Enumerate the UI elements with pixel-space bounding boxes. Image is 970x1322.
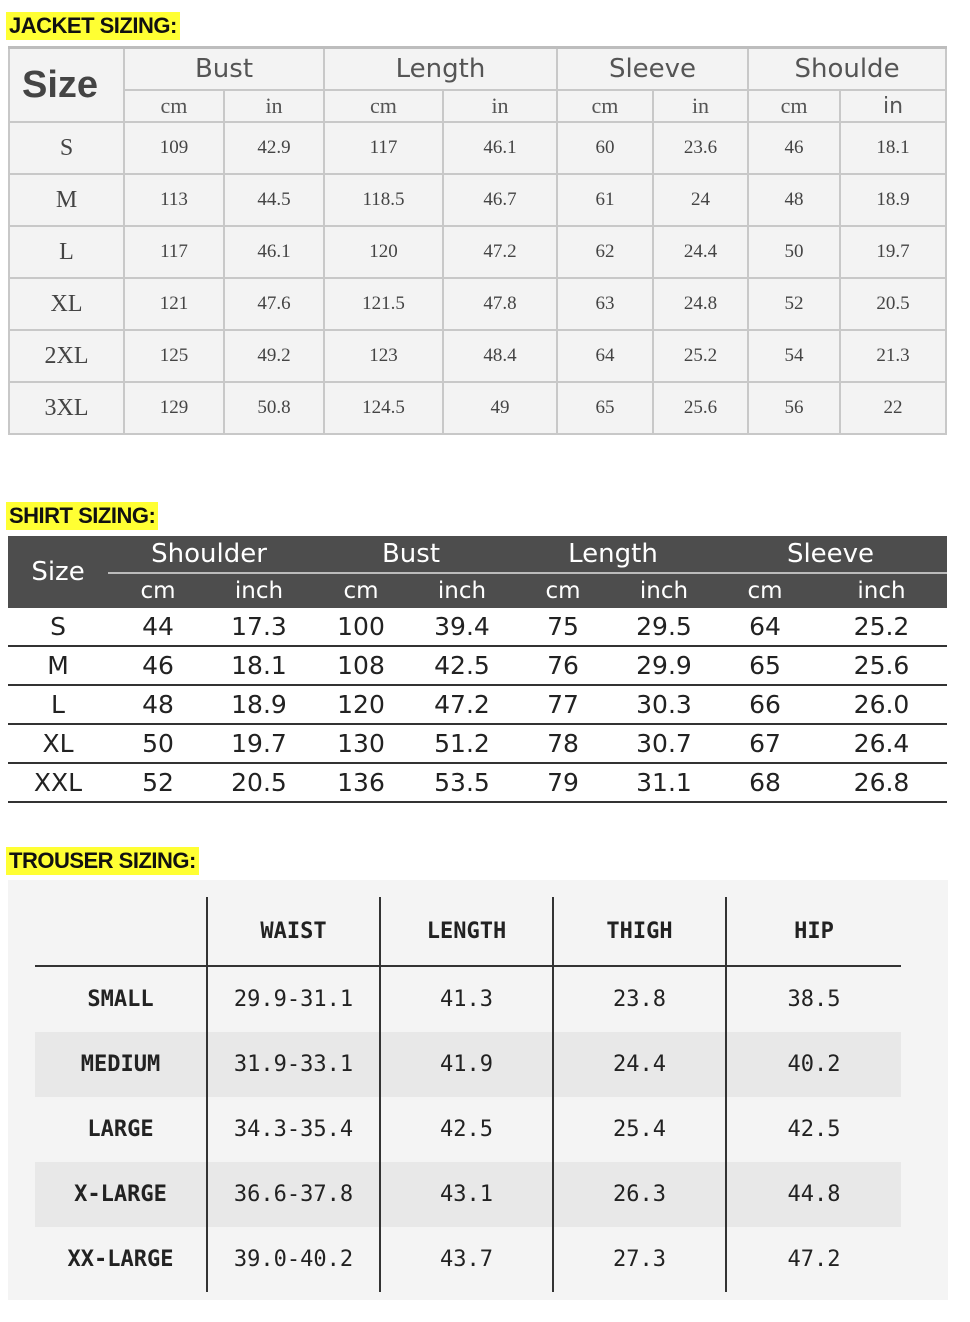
jacket-value-cell: 123 [324,330,443,382]
jacket-unit: in [840,90,946,122]
shirt-unit: cm [108,573,208,608]
jacket-group-length: Length [324,48,557,91]
jacket-row [9,330,946,382]
shirt-value-cell: 31.1 [614,763,714,802]
shirt-value-cell: 68 [714,763,816,802]
trouser-header-waist: WAIST [207,897,380,966]
jacket-value-cell: 42.9 [224,122,324,174]
shirt-unit: cm [512,573,614,608]
shirt-value-cell: 18.1 [208,646,310,685]
jacket-unit: cm [557,90,653,122]
shirt-value-cell: 29.5 [614,608,714,646]
jacket-value-cell: 49 [443,382,557,434]
jacket-value-cell: 121 [124,278,224,330]
shirt-size-cell: L [8,685,108,724]
jacket-size-table [8,46,947,435]
jacket-size-header: Size [9,48,124,123]
shirt-value-cell: 29.9 [614,646,714,685]
jacket-value-cell: 47.6 [224,278,324,330]
trouser-value-cell: 44.8 [726,1162,901,1227]
shirt-value-cell: 44 [108,608,208,646]
trouser-row [35,1227,901,1292]
trouser-value-cell: 40.2 [726,1032,901,1097]
shirt-value-cell: 77 [512,685,614,724]
jacket-value-cell: 46.7 [443,174,557,226]
shirt-group-length: Length [512,536,714,573]
jacket-value-cell: 25.2 [653,330,748,382]
trouser-value-cell: 36.6-37.8 [207,1162,380,1227]
trouser-value-cell: 42.5 [380,1097,553,1162]
jacket-value-cell: 50.8 [224,382,324,434]
trouser-value-cell: 39.0-40.2 [207,1227,380,1292]
shirt-unit: inch [816,573,947,608]
jacket-unit: cm [748,90,840,122]
shirt-group-sleeve: Sleeve [714,536,947,573]
jacket-value-cell: 52 [748,278,840,330]
shirt-value-cell: 79 [512,763,614,802]
shirt-row [8,724,947,763]
shirt-value-cell: 65 [714,646,816,685]
jacket-value-cell: 44.5 [224,174,324,226]
shirt-value-cell: 20.5 [208,763,310,802]
jacket-value-cell: 54 [748,330,840,382]
trouser-row [35,1162,901,1227]
jacket-value-cell: 121.5 [324,278,443,330]
trouser-value-cell: 25.4 [553,1097,726,1162]
trouser-value-cell: 24.4 [553,1032,726,1097]
shirt-value-cell: 30.7 [614,724,714,763]
shirt-value-cell: 52 [108,763,208,802]
trouser-value-cell: 34.3-35.4 [207,1097,380,1162]
trouser-size-table [35,897,901,1292]
jacket-group-sleeve: Sleeve [557,48,748,91]
trouser-header-length: LENGTH [380,897,553,966]
trouser-value-cell: 26.3 [553,1162,726,1227]
shirt-value-cell: 67 [714,724,816,763]
jacket-value-cell: 46.1 [224,226,324,278]
jacket-size-cell: S [9,122,124,174]
jacket-value-cell: 19.7 [840,226,946,278]
shirt-value-cell: 100 [310,608,412,646]
jacket-value-cell: 25.6 [653,382,748,434]
shirt-value-cell: 39.4 [412,608,512,646]
jacket-unit: in [443,90,557,122]
trouser-value-cell: 42.5 [726,1097,901,1162]
jacket-value-cell: 65 [557,382,653,434]
jacket-size-cell: XL [9,278,124,330]
jacket-value-cell: 24.4 [653,226,748,278]
shirt-value-cell: 66 [714,685,816,724]
shirt-value-cell: 25.2 [816,608,947,646]
shirt-value-cell: 53.5 [412,763,512,802]
jacket-value-cell: 117 [124,226,224,278]
jacket-value-cell: 50 [748,226,840,278]
jacket-value-cell: 18.1 [840,122,946,174]
shirt-group-shoulder: Shoulder [108,536,310,573]
jacket-value-cell: 18.9 [840,174,946,226]
jacket-group-bust: Bust [124,48,324,91]
jacket-size-cell: 2XL [9,330,124,382]
shirt-row [8,685,947,724]
jacket-row [9,278,946,330]
jacket-value-cell: 120 [324,226,443,278]
trouser-row [35,966,901,1032]
jacket-value-cell: 46 [748,122,840,174]
jacket-value-cell: 24 [653,174,748,226]
shirt-value-cell: 17.3 [208,608,310,646]
jacket-size-cell: 3XL [9,382,124,434]
trouser-value-cell: 27.3 [553,1227,726,1292]
shirt-value-cell: 26.4 [816,724,947,763]
trouser-panel [8,880,948,1300]
trouser-size-cell: XX-LARGE [67,1247,174,1272]
shirt-value-cell: 108 [310,646,412,685]
jacket-value-cell: 56 [748,382,840,434]
jacket-value-cell: 21.3 [840,330,946,382]
shirt-row [8,608,947,646]
shirt-value-cell: 25.6 [816,646,947,685]
shirt-unit: cm [310,573,412,608]
trouser-value-cell: 38.5 [726,966,901,1032]
trouser-value-cell: 29.9-31.1 [207,966,380,1032]
jacket-value-cell: 24.8 [653,278,748,330]
jacket-value-cell: 62 [557,226,653,278]
jacket-unit: cm [324,90,443,122]
jacket-value-cell: 64 [557,330,653,382]
jacket-value-cell: 49.2 [224,330,324,382]
jacket-value-cell: 125 [124,330,224,382]
shirt-value-cell: 136 [310,763,412,802]
jacket-value-cell: 60 [557,122,653,174]
shirt-value-cell: 51.2 [412,724,512,763]
jacket-unit: in [653,90,748,122]
jacket-value-cell: 47.2 [443,226,557,278]
shirt-size-header: Size [8,536,108,608]
shirt-value-cell: 30.3 [614,685,714,724]
shirt-value-cell: 26.0 [816,685,947,724]
jacket-value-cell: 48.4 [443,330,557,382]
trouser-sizing-label: TROUSER SIZING: [6,847,199,875]
jacket-value-cell: 20.5 [840,278,946,330]
shirt-group-bust: Bust [310,536,512,573]
jacket-size-cell: M [9,174,124,226]
jacket-unit: in [224,90,324,122]
trouser-size-cell: SMALL [87,987,154,1012]
trouser-value-cell: 41.3 [380,966,553,1032]
trouser-value-cell: 47.2 [726,1227,901,1292]
jacket-size-cell: L [9,226,124,278]
trouser-value-cell: 31.9-33.1 [207,1032,380,1097]
shirt-row [8,763,947,802]
shirt-value-cell: 130 [310,724,412,763]
jacket-value-cell: 61 [557,174,653,226]
trouser-size-cell: LARGE [87,1117,154,1142]
shirt-value-cell: 64 [714,608,816,646]
shirt-size-cell: XL [8,724,108,763]
jacket-sizing-label: JACKET SIZING: [6,12,180,40]
jacket-value-cell: 63 [557,278,653,330]
jacket-value-cell: 117 [324,122,443,174]
jacket-row [9,382,946,434]
shirt-value-cell: 50 [108,724,208,763]
jacket-value-cell: 47.8 [443,278,557,330]
jacket-value-cell: 129 [124,382,224,434]
jacket-row [9,226,946,278]
shirt-value-cell: 18.9 [208,685,310,724]
jacket-unit: cm [124,90,224,122]
jacket-value-cell: 118.5 [324,174,443,226]
trouser-header-size [35,897,207,966]
trouser-size-cell: X-LARGE [35,1162,207,1227]
shirt-value-cell: 75 [512,608,614,646]
jacket-value-cell: 23.6 [653,122,748,174]
jacket-row [9,122,946,174]
shirt-size-cell: M [8,646,108,685]
jacket-value-cell: 124.5 [324,382,443,434]
shirt-value-cell: 76 [512,646,614,685]
trouser-row [35,1097,901,1162]
trouser-value-cell: 43.7 [380,1227,553,1292]
shirt-unit: cm [714,573,816,608]
shirt-value-cell: 42.5 [412,646,512,685]
shirt-size-cell: XXL [8,763,108,802]
trouser-header-hip: HIP [726,897,901,966]
shirt-value-cell: 19.7 [208,724,310,763]
jacket-value-cell: 22 [840,382,946,434]
trouser-size-cell: MEDIUM [35,1032,207,1097]
shirt-size-cell: S [8,608,108,646]
shirt-row [8,646,947,685]
shirt-value-cell: 78 [512,724,614,763]
trouser-row [35,1032,901,1097]
jacket-value-cell: 109 [124,122,224,174]
shirt-value-cell: 48 [108,685,208,724]
jacket-group-shoulder: Shoulde [748,48,946,91]
trouser-header-thigh: THIGH [553,897,726,966]
jacket-row [9,174,946,226]
shirt-unit: inch [614,573,714,608]
shirt-unit: inch [208,573,310,608]
shirt-sizing-label: SHIRT SIZING: [6,502,158,530]
shirt-value-cell: 120 [310,685,412,724]
shirt-value-cell: 47.2 [412,685,512,724]
shirt-unit: inch [412,573,512,608]
trouser-value-cell: 23.8 [553,966,726,1032]
trouser-value-cell: 43.1 [380,1162,553,1227]
jacket-value-cell: 46.1 [443,122,557,174]
shirt-value-cell: 26.8 [816,763,947,802]
shirt-value-cell: 46 [108,646,208,685]
shirt-size-table [8,536,947,803]
trouser-value-cell: 41.9 [380,1032,553,1097]
jacket-value-cell: 48 [748,174,840,226]
jacket-value-cell: 113 [124,174,224,226]
